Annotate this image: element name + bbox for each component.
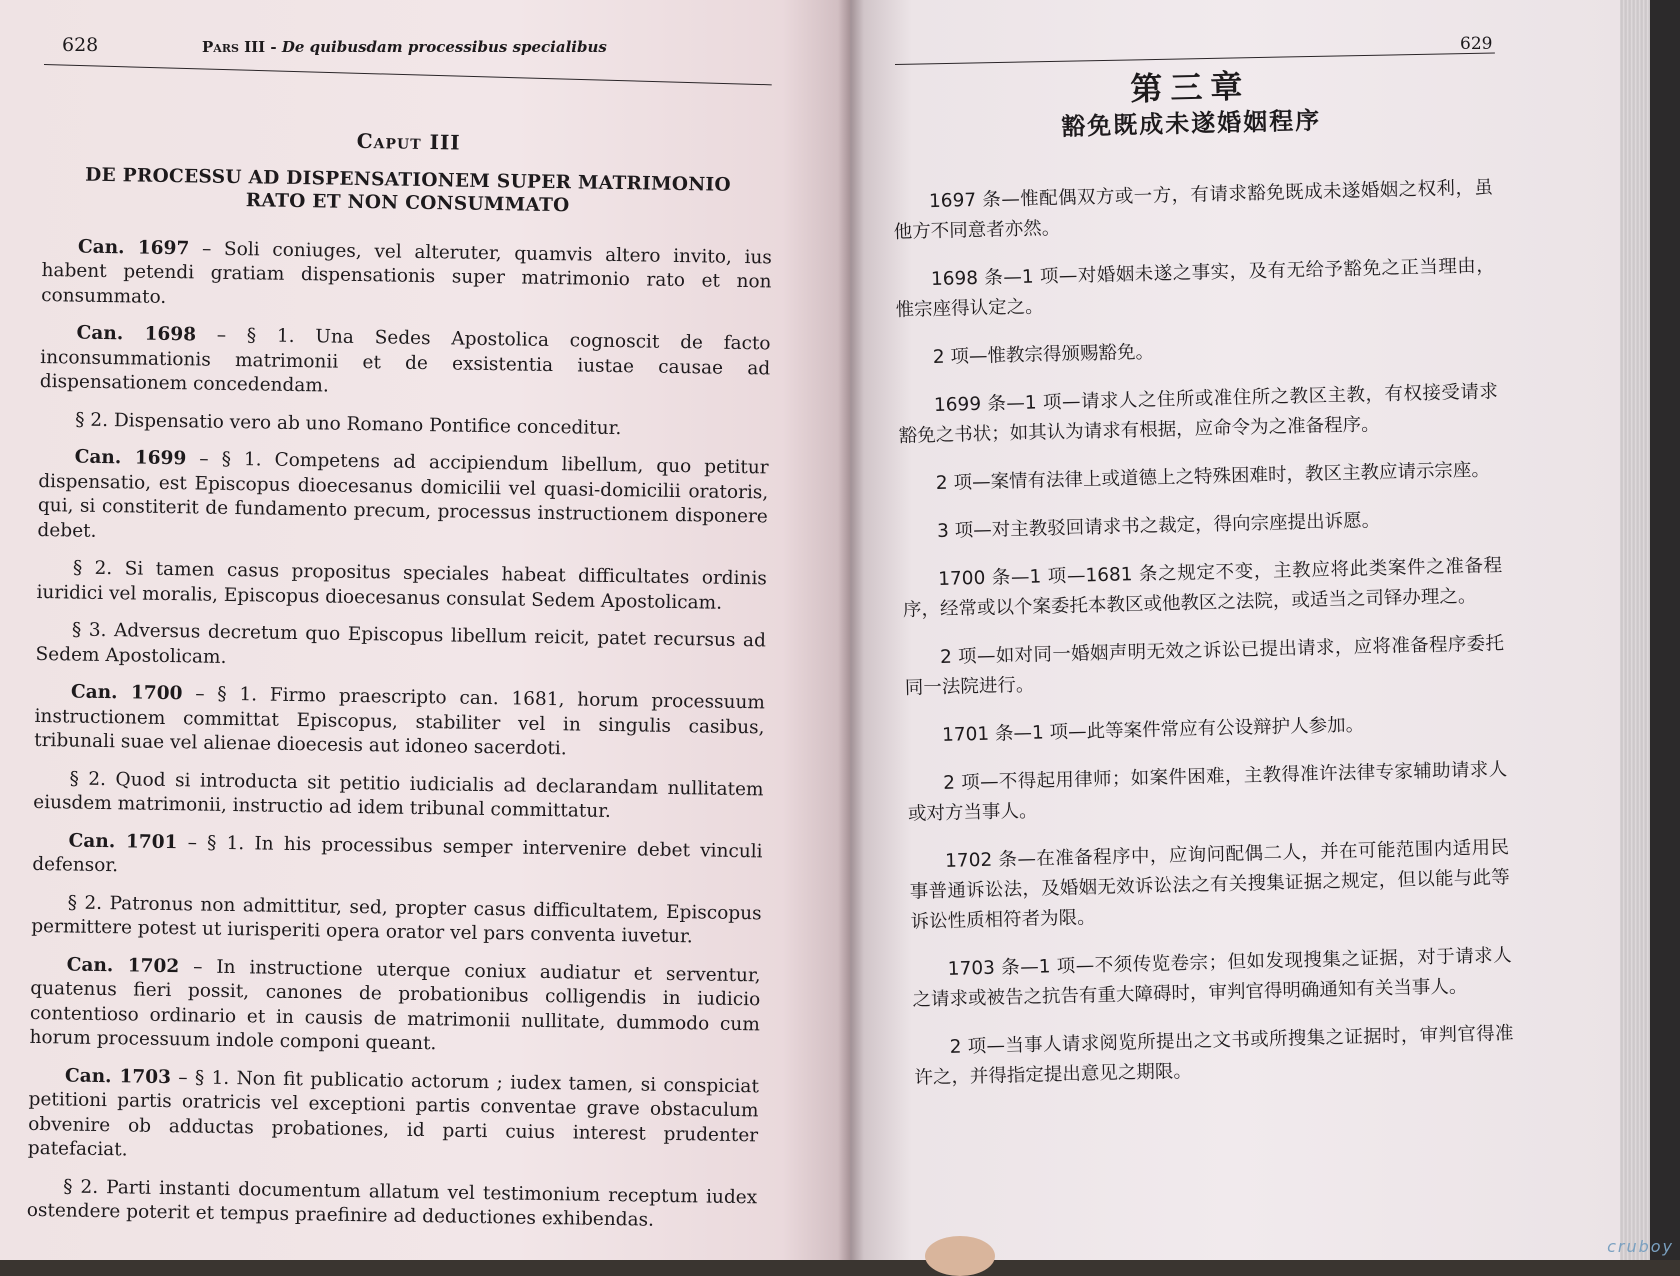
canon-paragraph xyxy=(32,828,763,888)
canon-label: Can. 1699 xyxy=(74,446,187,470)
section-paragraph: § 3. Adversus decretum quo Episcopus libellum reicit, patet recursus ad Sedem Apostolicam. xyxy=(35,619,767,668)
canon-text: – § 1. Competens ad accipiendum libellum, quo petitur dispensatio, est Episcopus dioecesanus domicilii vel quasi-domicilii oratoris, qui, si constiterit de fundamento precum, processus instructionem disponere debet. xyxy=(37,448,769,542)
zh-paragraph: 2 项—当事人请求阅览所提出之文书或所搜集之证据时，审判官得准许之，并得指定提出意见之期限。 xyxy=(914,1023,1514,1089)
left-header-rule xyxy=(44,64,772,85)
latin-title-line-2: RATO ET NON CONSUMMATO xyxy=(245,189,570,216)
caput-heading: Caput III xyxy=(356,128,461,155)
zh-paragraph: 2 项—如对同一婚姻声明无效之诉讼已提出请求，应将准备程序委托同一法院进行。 xyxy=(904,633,1505,699)
zh-paragraph: 1702 条—在准备程序中，应询问配偶二人，并在可能范围内适用民事普通诉讼法，及婚姻无效诉讼法之有关搜集证据之规定，但以能与此等诉讼性质相符者为限。 xyxy=(909,837,1510,933)
edge-shadow xyxy=(1650,0,1680,1260)
canon-text: – § 1. Non fit publicatio actorum ; iudex tamen, si conspiciat petitioni partis oratricis vel exceptioni partis conventae grave obstaculum obvenire ob adductas probationes, id parti cuius interest prudenter patefaciat. xyxy=(27,1066,760,1161)
section-paragraph: § 2. Dispensatio vero ab uno Romano Pontifice conceditur. xyxy=(75,409,622,439)
zh-paragraph: 1699 条—1 项—请求人之住所或准住所之教区主教，有权接受请求豁免之书状；如其认为请求有根据，应命令为之准备程序。 xyxy=(898,381,1499,447)
section-paragraph: § 2. Parti instanti documentum allatum vel testimonium receptum iudex ostendere poterit et tempus praefinire ad deductiones exhibendas. xyxy=(26,1175,758,1231)
canon-label: Can. 1698 xyxy=(76,322,197,346)
right-page xyxy=(850,0,1620,1260)
chinese-chapter-heading: 第三章 xyxy=(1129,67,1251,109)
canon-paragraph xyxy=(37,445,768,554)
right-header-rule xyxy=(895,52,1495,65)
canon-paragraph xyxy=(34,680,765,765)
canon-text: – Soli coniuges, vel alteruter, quamvis altero invito, ius habent petendi gratiam dispensationis super matrimonio rato et non consummato. xyxy=(41,237,773,308)
zh-paragraph: 3 项—对主教驳回请求书之裁定，得向宗座提出诉愿。 xyxy=(936,510,1381,542)
canon-label: Can. 1700 xyxy=(70,681,183,705)
section-paragraph: § 2. Patronus non admittitur, sed, propter casus difficultatem, Episcopus permittere potest ut iurisperiti opera orator vel pars conventa iuvetur. xyxy=(31,891,762,948)
zh-paragraph: 1697 条—惟配偶双方或一方，有请求豁免既成未遂婚姻之权利，虽他方不同意者亦然。 xyxy=(893,177,1494,243)
canon-text: – In instructione uterque coniux audiatur et serventur, quatenus fieri possit, canones de probationibus colligendis in iudicio contentioso ordinario et in causis de matrimonii nullitate, dummodo cum horum processuum indole componi queant. xyxy=(29,955,761,1055)
canon-paragraph xyxy=(41,234,772,319)
canon-paragraph xyxy=(40,321,771,406)
left-page xyxy=(0,0,850,1260)
canon-label: Can. 1701 xyxy=(68,829,178,853)
right-page-number: 629 xyxy=(1460,34,1493,54)
zh-paragraph: 2 项—不得起用律师；如案件困难，主教得准许法律专家辅助请求人或对方当事人。 xyxy=(907,759,1508,825)
canon-text: – § 1. In his processibus semper intervenire debet vinculi defensor. xyxy=(32,831,763,877)
zh-paragraph: 1703 条—1 项—不须传览卷宗；但如发现搜集之证据，对于请求人之请求或被告之抗告有重大障碍时，审判官得明确通知有关当事人。 xyxy=(912,945,1512,1011)
canon-paragraph xyxy=(28,1063,759,1172)
left-page-number: 628 xyxy=(62,34,99,56)
thumb xyxy=(925,1236,995,1276)
zh-paragraph: 2 项—惟教宗得颁赐豁免。 xyxy=(932,341,1155,369)
canon-label: Can. 1697 xyxy=(77,236,190,259)
canon-paragraph xyxy=(29,952,760,1061)
book-gutter xyxy=(838,0,864,1260)
left-running-title: Pars III - De quibusdam processibus specialibus xyxy=(202,38,607,56)
running-head-title: De quibusdam processibus specialibus xyxy=(281,38,607,56)
latin-title-line-1: DE PROCESSU AD DISPENSATIONEM SUPER MATRIMONIO xyxy=(85,164,732,196)
canon-text: – § 1. Firmo praescripto can. 1681, horum processuum instructionem committat Episcopus, stabiliter vel in singulis casibus, tribunali suae vel alienae dioecesis aut idoneo sacerdoti. xyxy=(34,683,766,760)
section-paragraph: § 2. Si tamen casus propositus speciales habeat difficultates ordinis iuridici vel moralis, Episcopus dioecesanus consulat Sedem Apostolicam. xyxy=(36,557,768,614)
running-head-pars: Pars III xyxy=(202,38,266,56)
right-body xyxy=(890,63,1515,1111)
left-body xyxy=(26,118,773,1248)
zh-paragraph: 1698 条—1 项—对婚姻未遂之事实，及有无给予豁免之正当理由，惟宗座得认定之。 xyxy=(895,255,1496,321)
chinese-chapter-title: 豁免既成未遂婚姻程序 xyxy=(1060,106,1322,141)
latin-chapter-title xyxy=(43,162,774,219)
zh-paragraph: 1700 条—1 项—1681 条之规定不变，主教应将此类案件之准备程序，经常或以个案委托本教区或他教区之法院，或适当之司铎办理之。 xyxy=(902,555,1503,621)
zh-paragraph: 1701 条—1 项—此等案件常应有公设辩护人参加。 xyxy=(941,714,1365,746)
canon-label: Can. 1703 xyxy=(64,1064,172,1088)
watermark-text: cruboy xyxy=(1607,1237,1674,1256)
canon-label: Can. 1702 xyxy=(66,953,180,977)
zh-paragraph: 2 项—案情有法律上或道德上之特殊困难时，教区主教应请示宗座。 xyxy=(935,459,1491,494)
canon-text: – § 1. Una Sedes Apostolica cognoscit de facto inconsummationis matrimonii et de exsistentia iustae causae ad dispensationem concedendam. xyxy=(39,324,771,397)
section-paragraph: § 2. Quod si introducta sit petitio iudicialis ad declarandam nullitatem eiusdem matrimonii, instructio ad idem tribunal committatur. xyxy=(33,767,764,822)
